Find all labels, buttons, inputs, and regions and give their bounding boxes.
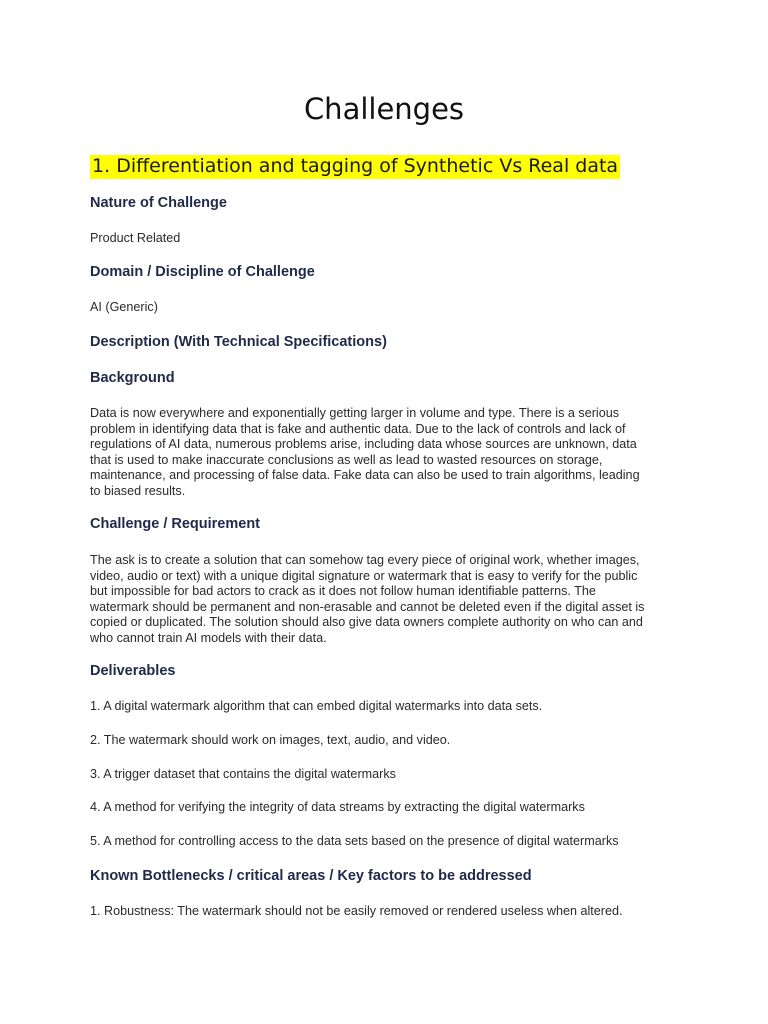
requirement-line: video, audio or text) with a unique digital signature or watermark that is easy to verify for the public [90, 568, 638, 583]
background-line: regulations of AI data, numerous problems arise, including data whose sources are unknown, data [90, 437, 637, 452]
background-line: to biased results. [90, 483, 186, 498]
background-heading: Background [90, 370, 175, 386]
deliverable-item: 4. A method for verifying the integrity of data streams by extracting the digital watermarks [90, 800, 585, 814]
deliverable-item: 5. A method for controlling access to the data sets based on the presence of digital watermarks [90, 834, 619, 848]
requirement-line: but impossible for bad actors to crack as it does not follow human identifiable patterns. The [90, 584, 596, 599]
page-title: Challenges [303, 92, 465, 126]
background-line: problem in identifying data that is fake and authentic data. Due to the lack of controls and lack of [90, 421, 626, 436]
requirement-line: The ask is to create a solution that can somehow tag every piece of original work, whether images, [90, 553, 640, 567]
challenge-title: Differentiation and tagging of Synthetic Vs Real data [116, 155, 619, 177]
requirement-heading: Challenge / Requirement [90, 516, 261, 532]
requirement-line: who cannot train AI models with their data. [90, 630, 327, 645]
deliverables-heading: Deliverables [90, 663, 176, 679]
background-paragraph [90, 406, 690, 500]
background-line: Data is now everywhere and exponentially getting larger in volume and type. There is a serious [90, 406, 619, 420]
nature-value: Product Related [90, 231, 181, 245]
domain-heading: Domain / Discipline of Challenge [90, 264, 315, 280]
deliverable-item: 3. A trigger dataset that contains the digital watermarks [90, 767, 396, 781]
background-line: maintenance, and processing of false data. Fake data can also be used to train algorithms, leading [90, 468, 640, 483]
deliverable-item: 1. A digital watermark algorithm that can embed digital watermarks into data sets. [90, 699, 543, 713]
requirement-line: copied or duplicated. The solution should also give data owners complete authority on who can and [90, 615, 643, 630]
background-line: that is used to make inaccurate conclusions as well as lead to wasted resources on storage, [90, 452, 603, 467]
domain-value: AI (Generic) [90, 300, 158, 314]
requirement-line: watermark should be permanent and non-erasable and cannot be deleted even if the digital asset is [90, 599, 645, 614]
nature-heading: Nature of Challenge [90, 195, 227, 211]
deliverable-item: 2. The watermark should work on images, text, audio, and video. [90, 733, 451, 747]
bottlenecks-heading: Known Bottlenecks / critical areas / Key factors to be addressed [90, 868, 532, 884]
challenge-number: 1. [92, 155, 111, 177]
description-heading: Description (With Technical Specifications) [90, 334, 387, 350]
challenge-heading [90, 152, 620, 180]
challenge-heading-highlight [90, 155, 620, 179]
bottleneck-item: 1. Robustness: The watermark should not be easily removed or rendered useless when altered. [90, 904, 623, 918]
requirement-paragraph [90, 553, 690, 647]
